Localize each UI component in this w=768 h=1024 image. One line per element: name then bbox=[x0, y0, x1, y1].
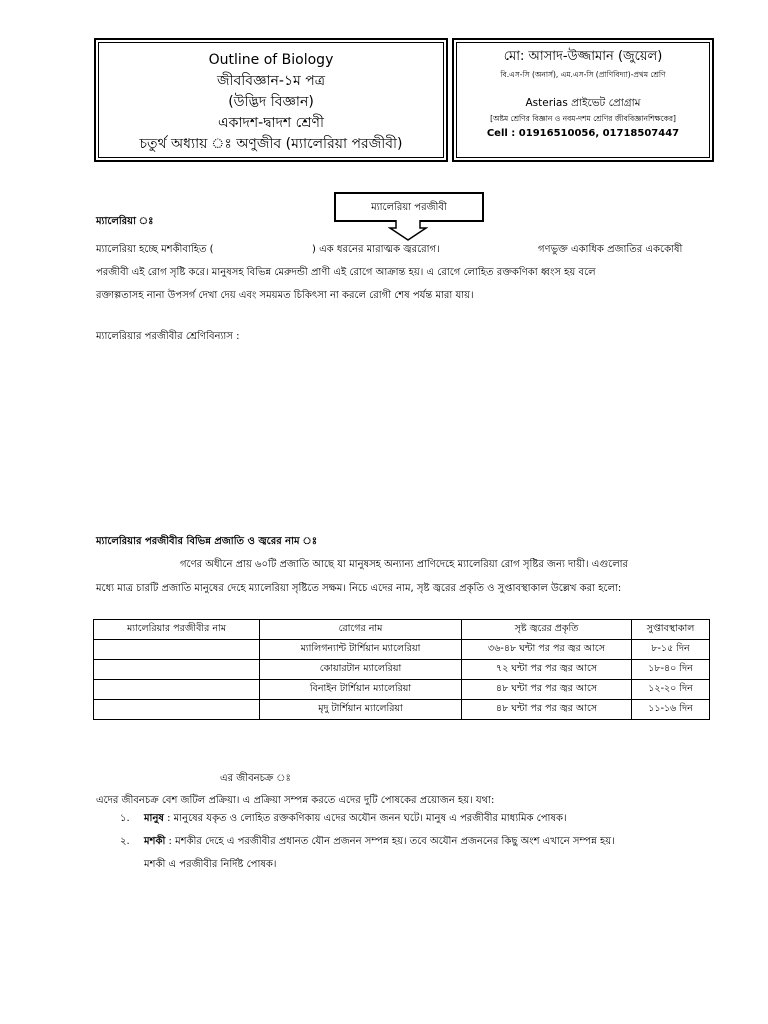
header-left-box bbox=[94, 38, 448, 162]
author-degree: বি.এস-সি (অনার্স), এম.এস-সি (প্রাণিবিদ্যা)-প্রথম শ্রেণি bbox=[500, 70, 666, 79]
intro-line1-part-b: ) এক ধরনের মারাত্মক জ্বররোগ। bbox=[312, 244, 440, 255]
lifecycle-intro: এদের জীবনচক্র বেশ জটিল প্রক্রিয়া। এ প্রক্রিয়া সম্পন্ন করতে এদের দুটি পোষকের প্রয়োজন হয়। যথা: bbox=[96, 795, 495, 806]
table-cell: ১২-২০ দিন bbox=[632, 680, 710, 700]
list-item-text: : মশকীর দেহে এ পরজীবীর প্রধানত যৌন প্রজনন সম্পন্ন হয়। তবে অযৌন প্রজননের কিছু অংশ এখানে সম্পন্ন হয়। bbox=[168, 836, 615, 847]
list-item bbox=[120, 807, 720, 830]
table-cell bbox=[94, 700, 260, 720]
table-cell: মৃদু টার্শিয়ান ম্যালেরিয়া bbox=[260, 700, 462, 720]
chapter-title: চতুর্থ অধ্যায় ঃ অণুজীব (ম্যালেরিয়া পরজীবী) bbox=[139, 136, 403, 152]
table-header-cell: সুপ্তাবস্থাকাল bbox=[632, 620, 710, 640]
table-header-row bbox=[94, 620, 710, 640]
table-cell bbox=[94, 680, 260, 700]
lifecycle-heading: এর জীবনচক্র ঃ bbox=[220, 773, 291, 784]
list-item-term: মশকী bbox=[144, 836, 166, 847]
species-heading: ম্যালেরিয়ার পরজীবীর বিভিন্ন প্রজাতি ও জ্বরের নাম ঃ bbox=[96, 536, 318, 547]
table-cell: ৩৬-৪৮ ঘন্টা পর পর জ্বর আসে bbox=[462, 640, 632, 660]
author-name: মো: আসাদ-উজ্জামান (জুয়েল) bbox=[503, 49, 663, 64]
list-item-continuation: মশকী এ পরজীবীর নির্দিষ্ট পোষক। bbox=[144, 859, 277, 870]
list-item-text: : মানুষের যকৃত ও লোহিত রক্তকণিকায় এদের অযৌন জনন ঘটে। মানুষ এ পরজীবীর মাধ্যমিক পোষক। bbox=[167, 813, 567, 824]
class-title: একাদশ-দ্বাদশ শ্রেণী bbox=[218, 115, 324, 131]
table-cell bbox=[94, 640, 260, 660]
table-header-cell: রোগের নাম bbox=[260, 620, 462, 640]
table-cell: বিনাইন টার্শিয়ান ম্যালেরিয়া bbox=[260, 680, 462, 700]
table-cell bbox=[94, 660, 260, 680]
species-table bbox=[93, 619, 710, 720]
subject-title: (উদ্ভিদ বিজ্ঞান) bbox=[228, 94, 314, 110]
table-cell: ৪৮ ঘন্টা পর পর জ্বর আসে bbox=[462, 680, 632, 700]
table-cell: ৮-১৫ দিন bbox=[632, 640, 710, 660]
program-description: [অষ্টম শ্রেণির বিজ্ঞান ও নবম-দশম শ্রেণির জীববিজ্ঞানশিক্ষকের] bbox=[490, 114, 676, 123]
table-header-cell: সৃষ্ট জ্বরের প্রকৃতি bbox=[462, 620, 632, 640]
malaria-heading: ম্যালেরিয়া ঃ bbox=[96, 216, 154, 227]
list-item-number: ১. bbox=[120, 813, 130, 824]
table-row bbox=[94, 700, 710, 720]
table-cell: কোয়ারটান ম্যালেরিয়া bbox=[260, 660, 462, 680]
program-name: Asterias প্রাইভেট প্রোগ্রাম bbox=[525, 97, 641, 109]
table-cell: ১৮-৪০ দিন bbox=[632, 660, 710, 680]
table-row bbox=[94, 660, 710, 680]
header-right-box bbox=[452, 38, 714, 162]
table-header-cell: ম্যালেরিয়ার পরজীবীর নাম bbox=[94, 620, 260, 640]
classification-heading: ম্যালেরিয়ার পরজীবীর শ্রেণিবিন্যাস : bbox=[96, 331, 240, 342]
list-item bbox=[120, 830, 720, 853]
intro-line1-part-a: ম্যালেরিয়া হচ্ছে মশকীবাহিত ( bbox=[96, 244, 214, 255]
intro-line3: রক্তাল্পতাসহ নানা উপসর্গ দেখা দেয় এবং সময়মত চিকিৎসা না করলে রোগী শেষ পর্যন্ত মারা যায়। bbox=[96, 290, 474, 301]
paper-title: জীববিজ্ঞান-১ম পত্র bbox=[216, 73, 326, 89]
list-item-term: মানুষ bbox=[144, 813, 164, 824]
intro-line1-part-c: গণভুক্ত একাধিক প্রজাতির এককোষী bbox=[538, 244, 683, 255]
table-cell: ১১-১৬ দিন bbox=[632, 700, 710, 720]
course-title: Outline of Biology bbox=[208, 52, 334, 68]
table-cell: ম্যালিগন্যান্ট টার্শিয়ান ম্যালেরিয়া bbox=[260, 640, 462, 660]
species-line2: মধ্যে মাত্র চারটি প্রজাতি মানুষের দেহে ম্যালেরিয়া সৃষ্টিতে সক্ষম। নিচে এদের নাম, সৃষ্ট জ্বরের প্রকৃতি ও সুপ্তাবস্থাকাল উল্লেখ করা হলো: bbox=[96, 583, 622, 594]
topic-box bbox=[334, 192, 484, 222]
table-row bbox=[94, 680, 710, 700]
species-line1: গণের অধীনে প্রায় ৬০টি প্রজাতি আছে যা মানুষসহ অন্যান্য প্রাণিদেহে ম্যালেরিয়া রোগ সৃষ্টির জন্য দায়ী। এগুলোর bbox=[180, 559, 629, 570]
intro-line2: পরজীবী এই রোগ সৃষ্টি করে। মানুষসহ বিভিন্ন মেরুদন্ডী প্রাণী এই রোগে আক্রান্ত হয়। এ রোগে লোহিত রক্তকণিকা ধ্বংস হয় বলে bbox=[96, 267, 596, 278]
topic-label: ম্যালেরিয়া পরজীবী bbox=[371, 202, 447, 213]
contact-cell: Cell : 01916510056, 01718507447 bbox=[486, 128, 680, 139]
table-row bbox=[94, 640, 710, 660]
table-cell: ৪৮ ঘন্টা পর পর জ্বর আসে bbox=[462, 700, 632, 720]
list-item-number: ২. bbox=[120, 836, 130, 847]
table-cell: ৭২ ঘন্টা পর পর জ্বর আসে bbox=[462, 660, 632, 680]
